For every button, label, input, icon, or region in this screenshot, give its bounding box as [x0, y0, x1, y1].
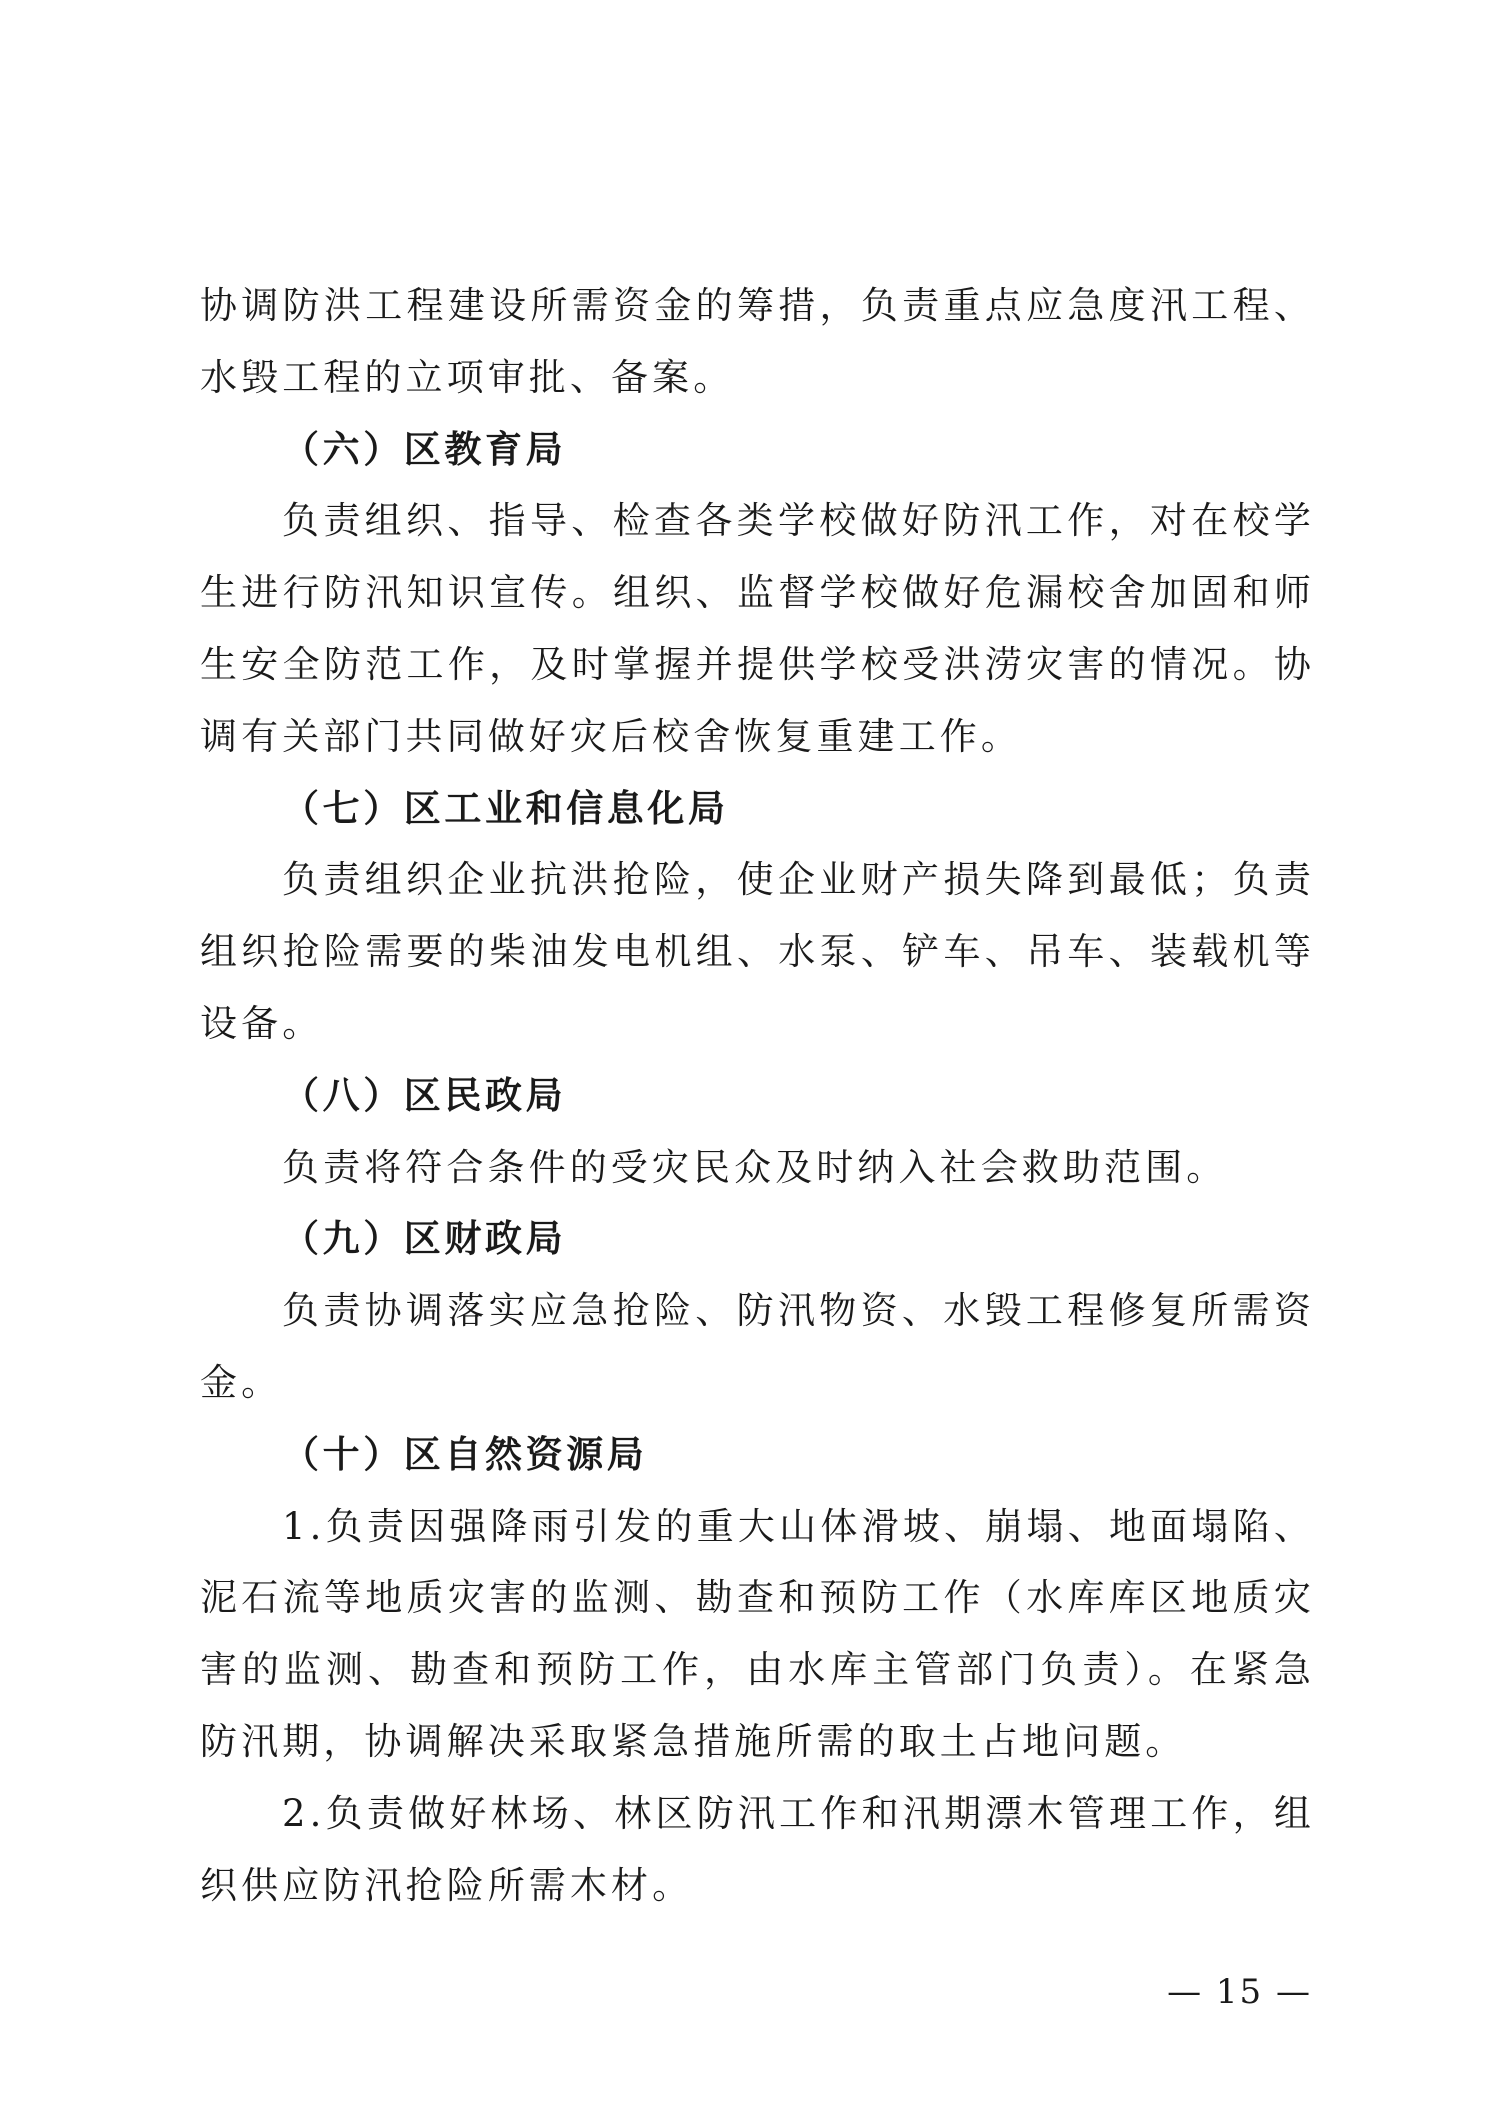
section-heading-education: （六）区教育局 — [282, 427, 567, 471]
section-heading-finance: （九）区财政局 — [282, 1217, 567, 1261]
paragraph-natural-resources-1: 1.负责因强降雨引发的重大山体滑坡、崩塌、地面塌陷、泥石流等地质灾害的监测、勘查和预防工作（水库库区地质灾害的监测、勘查和预防工作，由水库主管部门负责）。在紧急防汛期，协调解决采取紧急措施所需的取土占地问题。 — [200, 1504, 1315, 1763]
paragraph-industry: 负责组织企业抗洪抢险，使企业财产损失降到最低；负责组织抢险需要的柴油发电机组、水泵、铲车、吊车、装载机等设备。 — [200, 858, 1315, 1045]
paragraph-continuation: 协调防洪工程建设所需资金的筹措，负责重点应急度汛工程、水毁工程的立项审批、备案。 — [200, 284, 1315, 399]
paragraph-education: 负责组织、指导、检查各类学校做好防汛工作，对在校学生进行防汛知识宣传。组织、监督学校做好危漏校舍加固和师生安全防范工作，及时掌握并提供学校受洪涝灾害的情况。协调有关部门共同做好灾后校舍恢复重建工作。 — [200, 499, 1315, 758]
paragraph-civil-affairs: 负责将符合条件的受灾民众及时纳入社会救助范围。 — [282, 1145, 1228, 1189]
section-heading-civil-affairs: （八）区民政局 — [282, 1073, 567, 1117]
section-heading-natural-resources: （十）区自然资源局 — [282, 1432, 648, 1476]
section-heading-industry: （七）区工业和信息化局 — [282, 786, 729, 830]
page-number: — 15 — — [1167, 1972, 1312, 2012]
paragraph-finance: 负责协调落实应急抢险、防汛物资、水毁工程修复所需资金。 — [200, 1289, 1315, 1404]
document-body — [200, 270, 1315, 1921]
paragraph-natural-resources-2: 2.负责做好林场、林区防汛工作和汛期漂木管理工作，组织供应防汛抢险所需木材。 — [200, 1791, 1315, 1907]
